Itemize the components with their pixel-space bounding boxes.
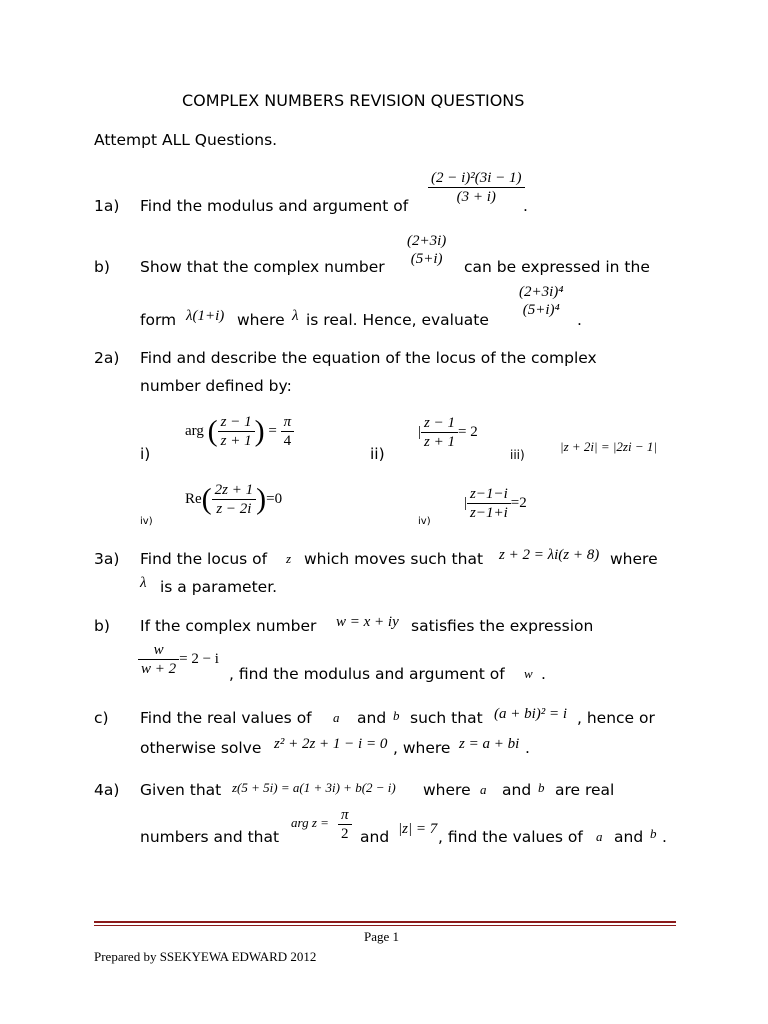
q2a-iv2-eq: =2 [510, 494, 527, 511]
q4a-b: b [538, 780, 545, 795]
q3c-zdef: z = a + bi [459, 736, 520, 752]
q1b-is-real: is real. Hence, evaluate [306, 311, 489, 329]
q3c-line2: otherwise solve [140, 739, 262, 757]
q1b-den2: (5+i)⁴ [522, 302, 560, 318]
q4a-arg: arg z = [291, 815, 329, 830]
q2a-i-rparen: ) [254, 414, 265, 448]
q2a-i-arg: arg [185, 422, 204, 439]
q2a-i-lparen: ( [207, 414, 218, 448]
q4a-b2: b [650, 826, 657, 841]
q2a-iv1-re: Re [185, 490, 202, 507]
q3b-text: If the complex number [140, 617, 317, 635]
q4a-and3: and [614, 828, 644, 846]
q2a-iv2-den: z−1+i [470, 505, 508, 521]
q2a-i-rden: 4 [283, 433, 292, 449]
q4a-find: , find the values of [438, 828, 583, 846]
q1b-where: where [237, 311, 285, 329]
q4a-a: a [480, 782, 487, 797]
prepared-by: Prepared by SSEKYEWA EDWARD 2012 [94, 949, 317, 964]
q2a-ii-expr [418, 414, 478, 451]
q2a-i-rnum: π [281, 413, 295, 432]
q4a-a2: a [596, 829, 603, 844]
q3a-z: z [286, 551, 292, 566]
q3b-fraction [138, 641, 219, 678]
q2a-iv1-num: 2z + 1 [212, 481, 256, 500]
q4a-text: Given that [140, 781, 222, 799]
q2a-ii-num: z − 1 [421, 414, 458, 433]
q1b-label: b) [94, 258, 110, 276]
q2a-iii-label: iii) [510, 448, 525, 462]
q4a-where: where [423, 781, 471, 799]
q3b-w: w [524, 666, 533, 681]
q1a-num: (2 − i)²(3i − 1) [428, 169, 525, 188]
instruction: Attempt ALL Questions. [94, 131, 278, 149]
q3a-expr: z + 2 = λi(z + 8) [499, 547, 600, 563]
footer-rule-thin [94, 925, 676, 926]
q1b-text2: can be expressed in the [464, 258, 650, 276]
q2a-line2: number defined by: [140, 377, 292, 395]
q4a-expr: z(5 + 5i) = a(1 + 3i) + b(2 − i) [232, 780, 396, 795]
q3b-expr: w = x + iy [336, 614, 399, 630]
q3c-text: Find the real values of [140, 709, 312, 727]
q3a-where: where [610, 550, 658, 568]
q3a-lambda: λ [140, 575, 147, 591]
q1b-form: form [140, 311, 177, 329]
q1b-fraction [404, 232, 449, 268]
q3c-a: a [333, 710, 340, 725]
q1b-num2: (2+3i)⁴ [519, 284, 564, 300]
q4a-two: 2 [341, 826, 349, 842]
q2a-i-num: z − 1 [218, 413, 255, 432]
q2a-iv1-rparen: ) [256, 482, 267, 516]
q3c-and: and [357, 709, 387, 727]
q4a-pi: π [338, 806, 352, 825]
q2a-i-eq: = [268, 422, 277, 439]
q3a-text2: which moves such that [304, 550, 484, 568]
q2a-i-expr [185, 413, 294, 450]
q3c-end: . [525, 739, 530, 757]
q1b-fraction2 [516, 283, 567, 319]
q2a-ii-eq: = 2 [457, 423, 478, 440]
q2a-label: 2a) [94, 349, 120, 367]
q3c-expr: (a + bi)² = i [494, 706, 568, 722]
q4a-line2: numbers and that [140, 828, 280, 846]
q3b-text2: satisfies the expression [411, 617, 594, 635]
footer-rule-thick [94, 921, 676, 923]
q4a-and2: and [360, 828, 390, 846]
q3c-label: c) [94, 709, 109, 727]
q3c-where: , where [393, 739, 451, 757]
q2a-ii-bar: | [418, 423, 422, 440]
q2a-ii-den: z + 1 [424, 434, 455, 450]
q3a-line2: is a parameter. [160, 578, 278, 596]
q4a-frac [338, 806, 352, 843]
q1a-den: (3 + i) [456, 189, 496, 205]
q4a-are-real: are real [555, 781, 615, 799]
q2a-line1: Find and describe the equation of the locus of the complex [140, 349, 597, 367]
q2a-iv1-label: iv) [140, 516, 153, 527]
q3b-den: w + 2 [141, 661, 177, 677]
q1a-fraction [428, 169, 525, 206]
q2a-i-den: z + 1 [220, 433, 252, 449]
q1b-den: (5+i) [410, 251, 443, 267]
q3b-end: . [541, 665, 546, 683]
q4a-mod: |z| = 7 [398, 821, 438, 837]
q3c-eq: z² + 2z + 1 − i = 0 [274, 736, 388, 752]
page-title: COMPLEX NUMBERS REVISION QUESTIONS [182, 91, 525, 110]
q1a-label: 1a) [94, 197, 120, 215]
page-number: Page 1 [364, 929, 400, 944]
q2a-iv1-lparen: ( [201, 482, 212, 516]
q1b-end: . [577, 311, 582, 329]
q2a-iv2-expr [464, 485, 527, 522]
q2a-ii-label: ii) [370, 445, 385, 463]
q3c-b: b [393, 708, 400, 723]
q2a-iv2-bar: | [464, 494, 468, 511]
q4a-end: . [662, 828, 667, 846]
q2a-iv1-eq: =0 [266, 490, 283, 507]
q3b-line2: , find the modulus and argument of [229, 665, 505, 683]
q4a-and: and [502, 781, 532, 799]
q3b-eq: = 2 − i [179, 650, 219, 667]
q1a-text: Find the modulus and argument of [140, 197, 409, 215]
q3a-label: 3a) [94, 550, 120, 568]
q4a-label: 4a) [94, 781, 120, 799]
q3c-such-that: such that [410, 709, 483, 727]
q1b-lambda-expr: λ(1+i) [186, 308, 225, 324]
q2a-iii-expr: |z + 2i| = |2zi − 1| [560, 439, 657, 454]
q3b-num: w [138, 641, 179, 660]
q3c-hence: , hence or [577, 709, 655, 727]
q3b-label: b) [94, 617, 110, 635]
q1a-end: . [523, 197, 528, 215]
q1b-text: Show that the complex number [140, 258, 385, 276]
q1b-num: (2+3i) [407, 233, 447, 249]
q1b-lambda: λ [292, 308, 299, 324]
q3a-text: Find the locus of [140, 550, 268, 568]
q2a-i-label: i) [140, 445, 151, 463]
q2a-iv1-expr [185, 481, 282, 518]
q2a-iv2-label: iv) [418, 516, 431, 527]
q2a-iv2-num: z−1−i [467, 485, 511, 504]
q2a-iv1-den: z − 2i [216, 501, 252, 517]
